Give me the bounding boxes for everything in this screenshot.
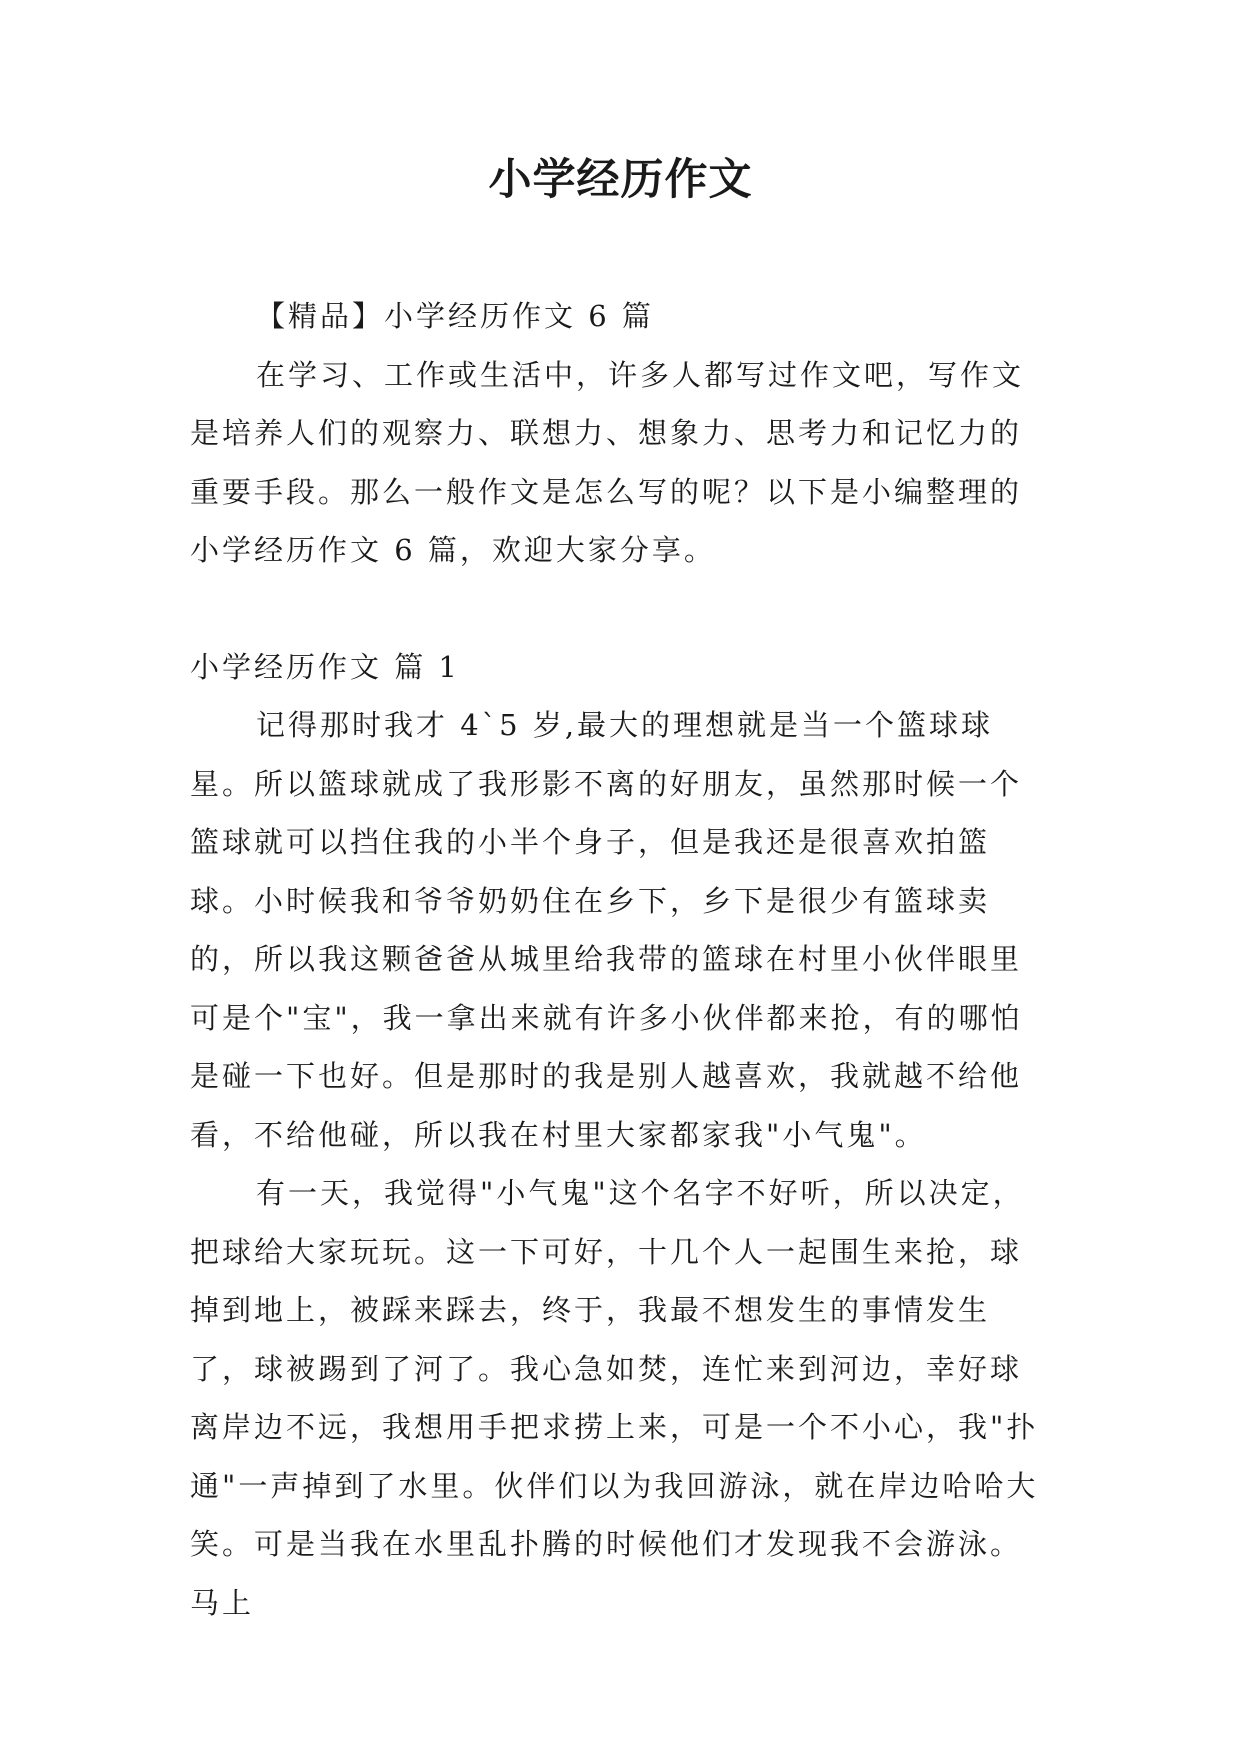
section-heading: 小学经历作文 篇 1 xyxy=(190,649,460,684)
body-paragraph: 记得那时我才 4`5 岁,最大的理想就是当一个篮球球星。所以篮球就成了我形影不离的好朋友，虽然那时候一个篮球就可以挡住我的小半个身子，但是我还是很喜欢拍篮球。小时候我和爷爷奶奶住在乡下，乡下是很少有篮球卖的，所以我这颗爸爸从城里给我带的篮球在村里小伙伴眼里可是个"宝"，我一拿出来就有许多小伙伴都来抢，有的哪怕是碰一下也好。但是那时的我是别人越喜欢，我就越不给他看，不给他碰，所以我在村里大家都家我"小气鬼"。 xyxy=(190,708,1023,1152)
intro-paragraph: 在学习、工作或生活中，许多人都写过作文吧，写作文是培养人们的观察力、联想力、想象力、思考力和记忆力的重要手段。那么一般作文是怎么写的呢？以下是小编整理的小学经历作文 6 篇，欢迎大家分享。 xyxy=(190,357,1025,567)
document-title: 小学经历作文 xyxy=(488,155,753,205)
document-body xyxy=(190,287,1052,1632)
document-subtitle: 【精品】小学经历作文 6 篇 xyxy=(256,299,654,333)
body-paragraph: 有一天，我觉得"小气鬼"这个名字不好听，所以决定，把球给大家玩玩。这一下可好，十几个人一起围生来抢，球掉到地上，被踩来踩去，终于，我最不想发生的事情发生了，球被踢到了河了。我心急如焚，连忙来到河边，幸好球离岸边不远，我想用手把求捞上来，可是一个不小心，我"扑通"一声掉到了水里。伙伴们以为我回游泳，就在岸边哈哈大笑。可是当我在水里乱扑腾的时候他们才发现我不会游泳。马上 xyxy=(190,1176,1039,1620)
section-spacer xyxy=(190,580,1052,638)
